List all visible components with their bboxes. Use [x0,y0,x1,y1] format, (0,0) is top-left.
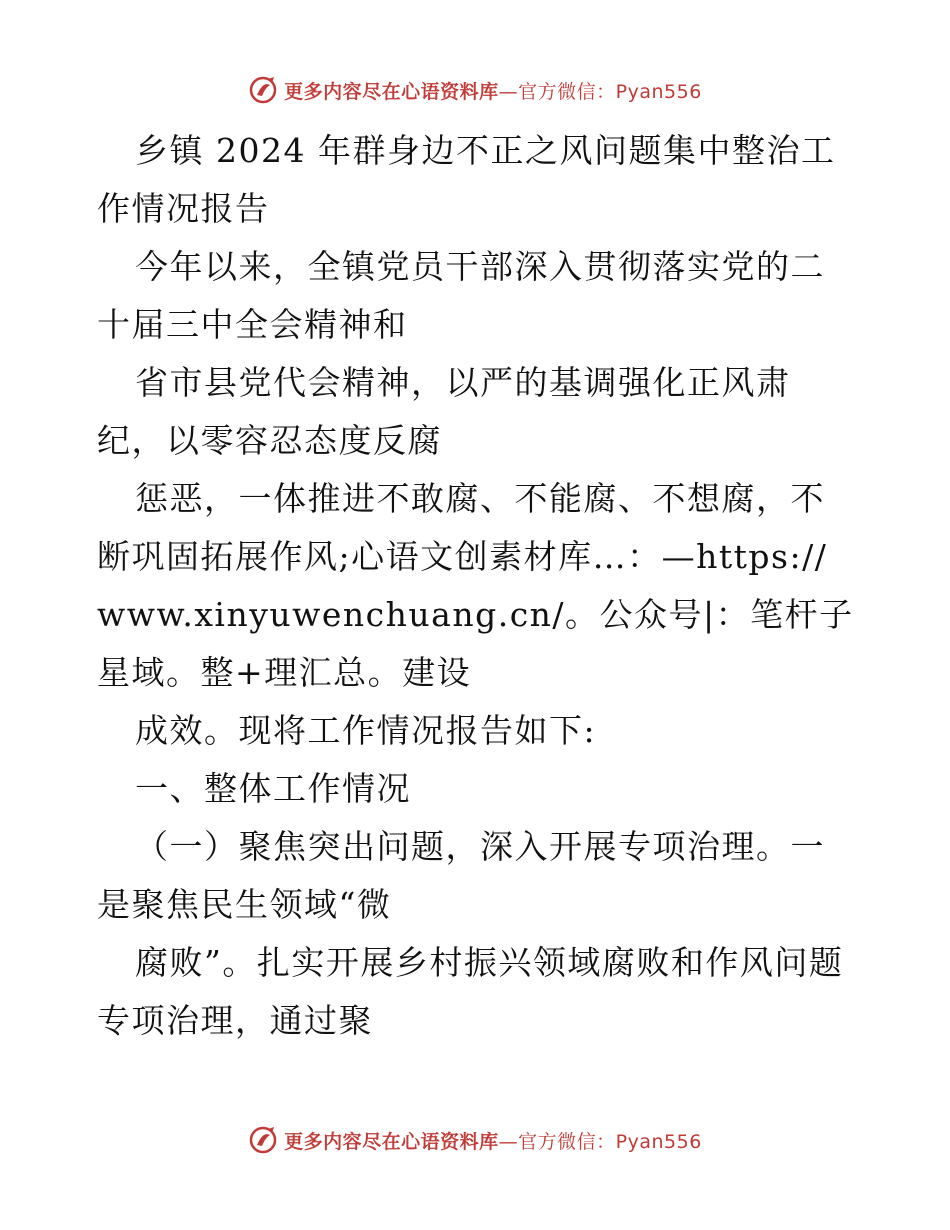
paragraph: 今年以来，全镇党员干部深入贯彻落实党的二十届三中全会精神和 [97,247,825,344]
section-heading: 一、整体工作情况 [135,769,411,808]
paragraph: 惩恶，一体推进不敢腐、不能腐、不想腐，不断巩固拓展作风;心语文创素材库…：—https://www.xinyuwenchuang.cn/。公众号|：笔杆子星域。整+理汇总。建设 [97,479,854,692]
footer-banner-text [284,1127,702,1154]
footer-wechat-text: 官方微信：Pyan556 [518,1130,702,1153]
footer-brand-text: 更多内容尽在心语资料库 [284,1130,499,1153]
brand-logo-icon [248,1125,278,1155]
paragraph: 腐败”。扎实开展乡村振兴领域腐败和作风问题专项治理，通过聚 [97,943,844,1040]
header-banner-text [284,77,702,104]
header-wechat-text: 官方微信：Pyan556 [518,80,702,103]
footer-watermark-banner [0,1120,950,1160]
paragraph: 省市县党代会精神，以严的基调强化正风肃纪，以零容忍态度反腐 [97,363,791,460]
header-brand-text: 更多内容尽在心语资料库 [284,80,499,103]
header-watermark-banner [0,70,950,110]
document-body [97,122,857,1050]
document-title: 乡镇 2024 年群身边不正之风问题集中整治工作情况报告 [97,131,836,228]
brand-logo-icon [248,75,278,105]
paragraph: 成效。现将工作情况报告如下: [135,711,597,750]
header-separator: — [498,80,519,103]
paragraph: （一）聚焦突出问题，深入开展专项治理。一是聚焦民生领域“微 [97,827,825,924]
footer-separator: — [498,1130,519,1153]
